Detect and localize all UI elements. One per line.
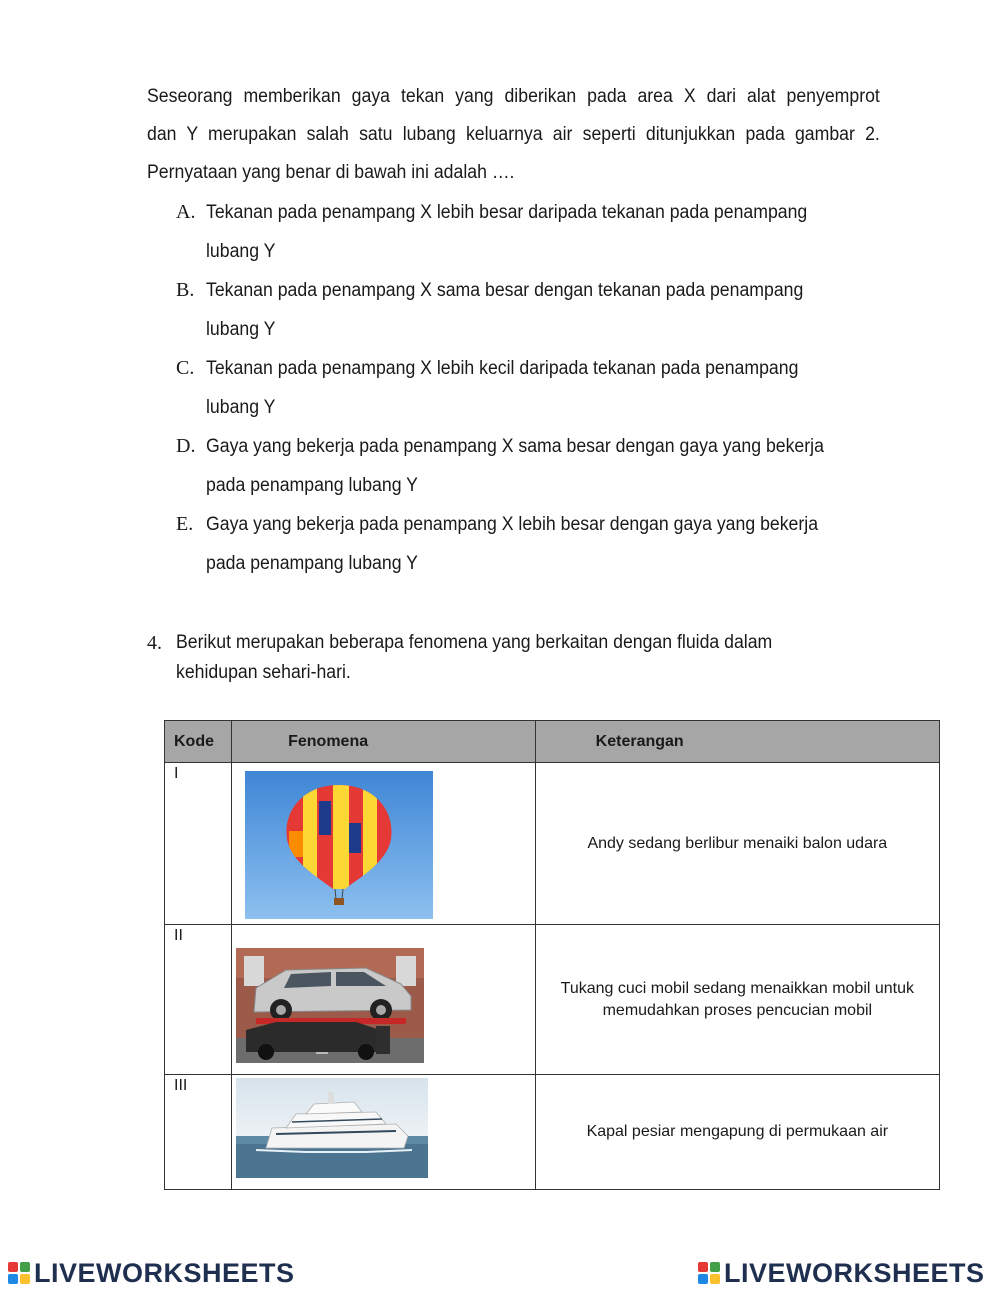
answer-options (176, 193, 876, 583)
brand-name: LIVEWORKSHEETS (724, 1257, 985, 1288)
option-letter: B. (176, 279, 195, 301)
option-text: lubang Y (206, 241, 276, 262)
brand-name: LIVEWORKSHEETS (34, 1257, 295, 1288)
row-kode: I (165, 763, 232, 925)
option-text: Gaya yang bekerja pada penampang X sama besar dengan gaya yang bekerja (206, 436, 824, 457)
option-text: lubang Y (206, 397, 276, 418)
cruise-ship-image (236, 1078, 428, 1178)
keterangan-line: Kapal pesiar mengapung di permukaan air (586, 1123, 889, 1140)
option-letter: E. (176, 513, 194, 535)
option-letter: D. (176, 435, 196, 457)
option-a[interactable] (176, 193, 876, 271)
keterangan-line: Andy sedang berlibur menaiki balon udara (587, 834, 888, 852)
header-fenomena: Fenomena (232, 721, 536, 763)
row-kode: III (165, 1075, 232, 1190)
liveworksheets-logo-icon (698, 1262, 720, 1284)
intro-line-2: dan Y merupakan salah satu lubang keluarnya air seperti ditunjukkan pada gambar 2. (147, 124, 880, 145)
table-row (165, 925, 940, 1075)
hot-air-balloon-image (245, 771, 433, 919)
option-text: Gaya yang bekerja pada penampang X lebih besar dengan gaya yang bekerja (206, 514, 819, 535)
option-text: pada penampang lubang Y (206, 553, 418, 574)
option-d[interactable] (176, 427, 876, 505)
row-image-cell (232, 763, 536, 925)
question-text-line-1: Berikut merupakan beberapa fenomena yang berkaitan dengan fluida dalam (176, 632, 773, 653)
option-e[interactable] (176, 505, 876, 583)
footer-logo-left[interactable] (8, 1256, 295, 1290)
question-3-intro (147, 78, 880, 192)
row-keterangan (535, 925, 939, 1075)
intro-line-3: Pernyataan yang benar di bawah ini adalah …. (147, 162, 515, 183)
row-kode: II (165, 925, 232, 1075)
option-text: Tekanan pada penampang X lebih kecil daripada tekanan pada penampang (206, 358, 799, 379)
option-text: Tekanan pada penampang X lebih besar daripada tekanan pada penampang (206, 202, 808, 223)
question-text-line-2: kehidupan sehari-hari. (176, 662, 351, 683)
option-text: Tekanan pada penampang X sama besar dengan tekanan pada penampang (206, 280, 804, 301)
liveworksheets-logo-icon (8, 1262, 30, 1284)
phenomena-table (164, 720, 940, 1190)
option-text: pada penampang lubang Y (206, 475, 418, 496)
keterangan-line: Tukang cuci mobil sedang menaikkan mobil untuk (560, 979, 915, 997)
table-row (165, 1075, 940, 1190)
row-keterangan (535, 763, 939, 925)
row-keterangan (535, 1075, 939, 1190)
keterangan-line: memudahkan proses pencucian mobil (602, 1001, 873, 1019)
option-c[interactable] (176, 349, 876, 427)
footer-logo-right[interactable] (698, 1256, 985, 1290)
question-number: 4. (147, 632, 162, 654)
option-letter: A. (176, 201, 196, 223)
car-on-hydraulic-lift-image (236, 948, 424, 1063)
option-b[interactable] (176, 271, 876, 349)
row-image-cell (232, 1075, 536, 1190)
option-letter: C. (176, 357, 195, 379)
option-text: lubang Y (206, 319, 276, 340)
intro-line-1: Seseorang memberikan gaya tekan yang diberikan pada area X dari alat penyemprot (147, 86, 880, 107)
question-4 (147, 628, 847, 688)
table-row (165, 763, 940, 925)
header-keterangan: Keterangan (535, 721, 939, 763)
table-header-row (165, 721, 940, 763)
header-kode: Kode (165, 721, 232, 763)
row-image-cell (232, 925, 536, 1075)
